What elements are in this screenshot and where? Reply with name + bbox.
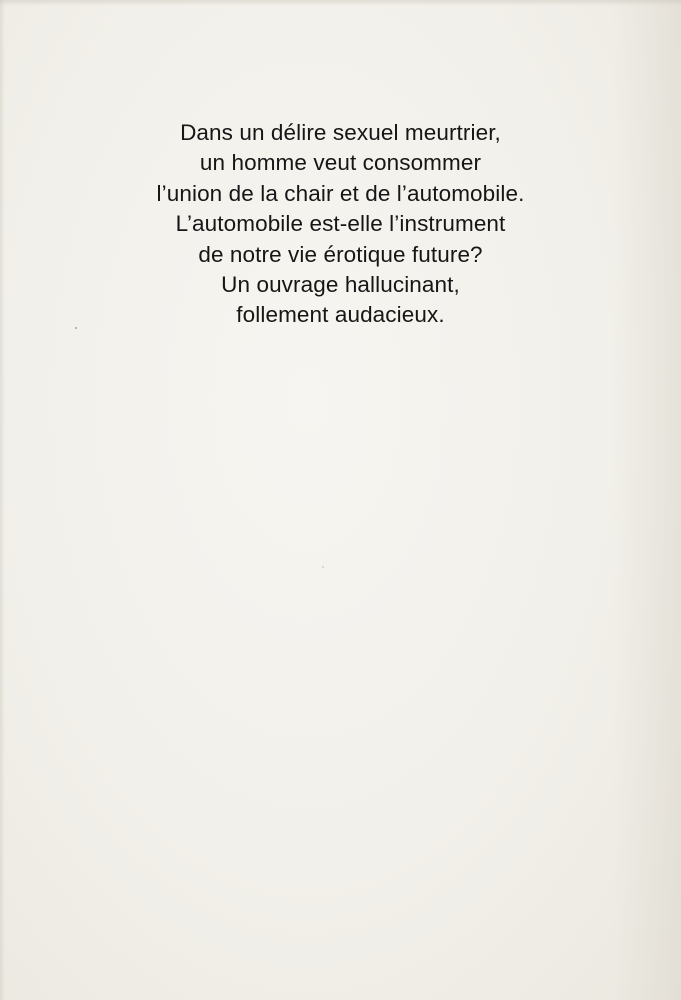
blurb-line: un homme veut consommer	[199, 150, 482, 176]
blurb-line: de notre vie érotique future?	[198, 241, 483, 267]
cover-top-edge-shading	[0, 0, 681, 6]
blurb-line: Un ouvrage hallucinant,	[221, 272, 460, 298]
blurb-line: L’automobile est-elle l’instrument	[175, 211, 506, 237]
paper-speck	[75, 327, 77, 329]
blurb-line: Dans un délire sexuel meurtrier,	[180, 120, 501, 145]
blurb-line: l’union de la chair et de l’automobile.	[156, 180, 525, 206]
cover-blurb-text	[0, 118, 681, 331]
paper-speck	[322, 566, 324, 568]
blurb-line: follement audacieux.	[236, 302, 445, 328]
